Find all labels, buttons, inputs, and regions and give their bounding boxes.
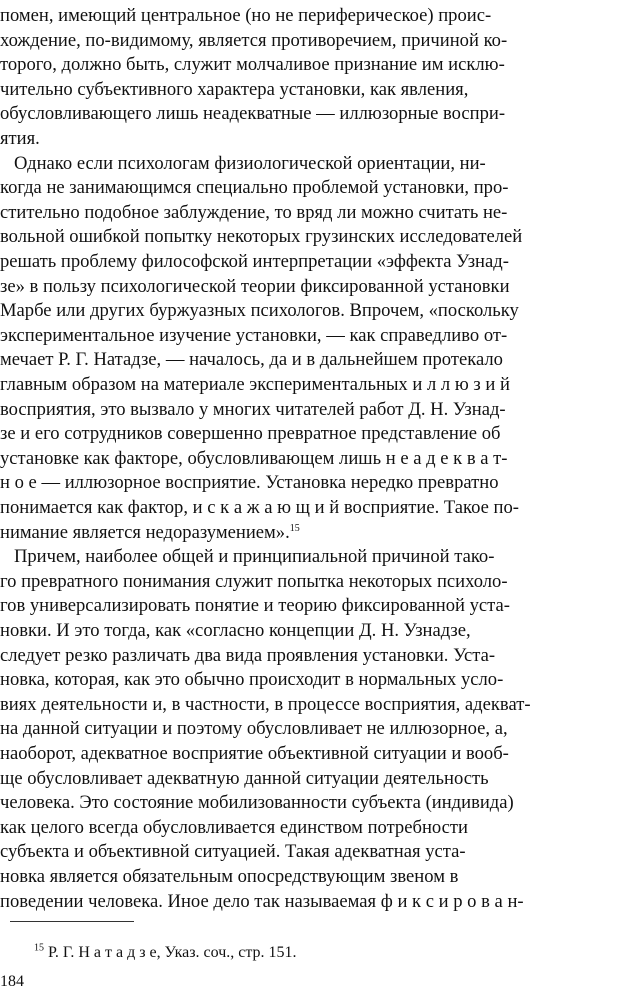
text-line: зе» в пользу психологической теории фиксированной установки (0, 275, 510, 297)
text-line: чительно субъективного характера установки, как явления, (0, 78, 469, 100)
text-line: следует резко различать два вида проявления установки. Уста- (0, 644, 496, 666)
text-line: обусловливающего лишь неадекватные — иллюзорные воспри- (0, 103, 506, 125)
footnote-mark: 15 (34, 942, 44, 954)
text-line: вольной ошибкой попытку некоторых грузинских исследователей (0, 226, 523, 248)
text-line: установке как факторе, обусловливающем лишь н е а д е к в а т- (0, 447, 508, 469)
text-line: стительно подобное заблуждение, то вряд ли можно считать не- (0, 201, 508, 223)
text-line: помен, имеющий центральное (но не периферическое) проис- (0, 5, 492, 26)
text-line: человека. Это состояние мобилизованности субъекта (индивида) (0, 792, 514, 814)
text-line: как целого всегда обусловливается единством потребности (0, 816, 468, 838)
text-line: восприятия, это вызвало у многих читателей работ Д. Н. Узнад- (0, 398, 506, 420)
text-line: н о е — иллюзорное восприятие. Установка нередко превратно (0, 472, 499, 494)
text-line: экспериментальное изучение установки, — как справедливо от- (0, 324, 508, 346)
text-line: Причем, наиболее общей и принципиальной причиной тако- (0, 546, 495, 568)
text-line: новки. И это тогда, как «согласно концепции Д. Н. Узнадзе, (0, 620, 471, 641)
text-line: го превратного понимания служит попытка некоторых психоло- (0, 570, 508, 592)
footnote-reference: 15 (289, 522, 300, 534)
footnote (34, 940, 297, 966)
text-line: наоборот, адекватное восприятие объективной ситуации и вооб- (0, 743, 509, 764)
text-line: когда не занимающимся специально проблемой установки, про- (0, 177, 509, 199)
text-line: гов универсализировать понятие и теорию фиксированной уста- (0, 595, 510, 617)
text-line: торого, должно быть, служит молчаливое признание им исклю- (0, 54, 505, 76)
text-line: на данной ситуации и поэтому обусловливает не иллюзорное, а, (0, 718, 508, 740)
text-line: зе и его сотрудников совершенно превратное представление об (0, 423, 501, 445)
text-line: новка является обязательным опосредствующим звеном в (0, 866, 459, 887)
text-line: поведении человека. Иное дело так называемая ф и к с и р о в а н- (0, 890, 524, 912)
text-line: ятия. (0, 128, 40, 149)
footnote-text: Р. Г. Н а т а д з е, Указ. соч., стр. 151. (48, 944, 297, 961)
text-line: понимается как фактор, и с к а ж а ю щ и й восприятие. Такое по- (0, 497, 519, 518)
text-line: нимание является недоразумением». (0, 521, 290, 543)
text-line: хождение, по-видимому, является противоречием, причиной ко- (0, 29, 508, 51)
text-line: виях деятельности и, в частности, в процессе восприятия, адекват- (0, 693, 531, 715)
text-line: Марбе или других буржуазных психологов. Впрочем, «поскольку (0, 300, 519, 322)
text-line: новка, которая, как это обычно происходит в нормальных усло- (0, 669, 504, 691)
text-line: мечает Р. Г. Натадзе, — началось, да и в дальнейшем протекало (0, 349, 503, 371)
text-line: главным образом на материале экспериментальных и л л ю з и й (0, 374, 510, 395)
page-number: 184 (0, 973, 24, 990)
footnote-separator (10, 921, 134, 922)
text-line: решать проблему философской интерпретации «эффекта Узнад- (0, 251, 509, 272)
text-line: субъекта и объективной ситуацией. Такая адекватная уста- (0, 841, 466, 863)
text-line: Однако если психологам физиологической ориентации, ни- (0, 152, 486, 174)
text-line: ще обусловливает адекватную данной ситуации деятельность (0, 767, 489, 789)
